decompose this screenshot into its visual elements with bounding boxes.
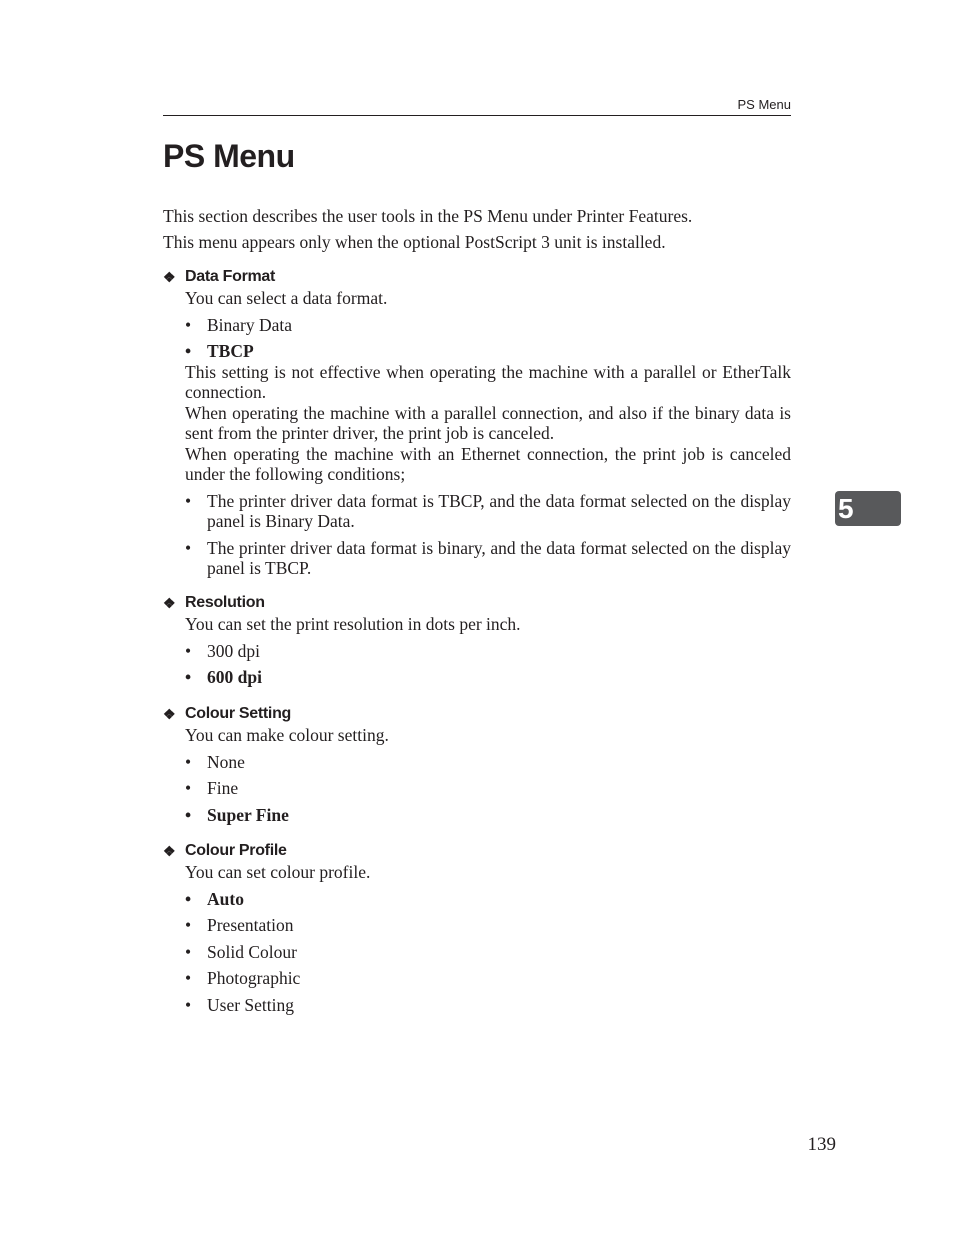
option-item: • Solid Colour [185,941,297,962]
bullet-icon: • [185,994,192,1015]
intro-line: This section describes the user tools in the PS Menu under Printer Features. [163,206,693,226]
intro [163,203,793,255]
section-colour-profile [163,840,791,1015]
diamond-icon: ❖ [163,269,176,285]
option-item-default: • Super Fine [185,804,289,825]
option-list [185,889,791,1016]
diamond-icon: ❖ [163,595,176,611]
section-description: You can select a data format. [185,288,388,308]
intro-line: This menu appears only when the optional PostScript 3 unit is installed. [163,232,666,252]
option-item: • User Setting [185,994,295,1015]
section-colour-setting [163,703,791,825]
option-item: • Presentation [185,915,294,935]
section-heading: Resolution [185,594,265,611]
option-item: • None [185,751,245,772]
bullet-icon: • [185,640,192,661]
bullet-icon: • [185,537,192,558]
bullet-icon: • [185,915,192,935]
option-list [185,641,791,688]
bullet-icon: • [185,804,192,825]
option-item-default: • TBCP [185,341,254,361]
page-title: PS Menu [163,138,295,174]
option-item-default: • 600 dpi [185,667,262,687]
section-heading: Colour Setting [185,705,292,722]
option-item: • Binary Data [185,314,293,335]
bullet-icon: • [185,968,192,988]
condition-item: • The printer driver data format is TBCP, and the data format selected on the display panel is Binary Data. [185,490,791,531]
section-resolution [163,592,791,688]
note: When operating the machine with a parallel connection, and also if the binary data is sent from the printer driver, the print job is canceled. [185,402,791,443]
option-item: • Fine [185,778,239,798]
bullet-icon: • [185,314,192,335]
section-heading: Data Format [185,268,276,285]
bullet-icon: • [185,341,192,361]
note: This setting is not effective when operating the machine with a parallel or EtherTalk connection. [185,361,791,402]
diamond-icon: ❖ [163,706,176,722]
bullet-icon: • [185,941,192,962]
bullet-icon: • [185,667,192,687]
section-description: You can make colour setting. [185,725,389,745]
section-data-format [163,266,791,585]
bullet-icon: • [185,751,192,772]
bullet-icon: • [185,888,192,909]
page-number: 139 [807,1134,836,1155]
option-item-default: • Auto [185,888,244,909]
bullet-icon: • [185,778,192,798]
option-item: • Photographic [185,968,301,988]
bullet-icon: • [185,490,192,511]
diamond-icon: ❖ [163,843,176,859]
chapter-tab: 5 [835,491,901,526]
option-item: • 300 dpi [185,640,260,661]
note: When operating the machine with an Ethernet connection, the print job is canceled under the following conditions; [185,443,791,484]
option-list [185,315,791,362]
section-description: You can set the print resolution in dots per inch. [185,614,521,634]
running-header: PS Menu [163,96,791,116]
condition-item: • The printer driver data format is binary, and the data format selected on the display panel is TBCP. [185,537,791,578]
option-list [185,752,791,826]
section-description: You can set colour profile. [185,862,371,882]
section-heading: Colour Profile [185,842,287,859]
condition-list [185,491,791,579]
